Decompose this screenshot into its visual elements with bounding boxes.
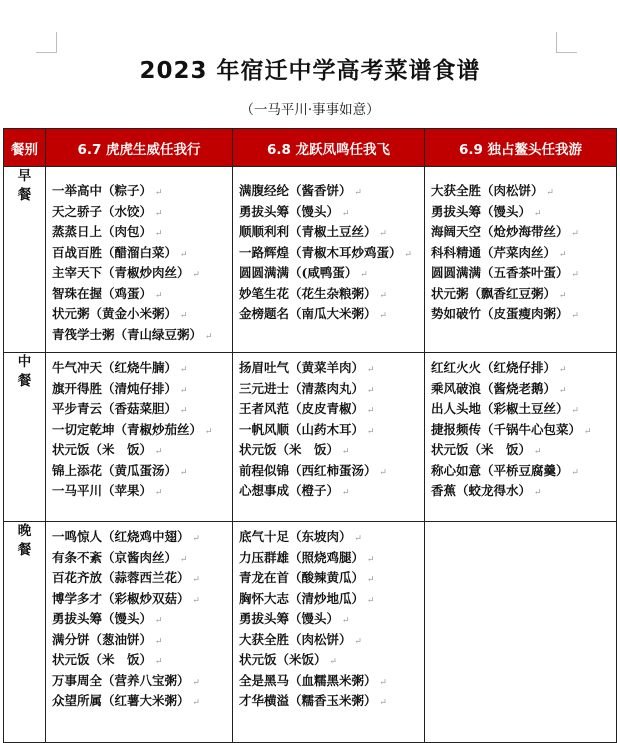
dinner-day3-cell xyxy=(425,522,617,743)
meal-char: 早 xyxy=(17,168,32,184)
dish-item: 天之骄子（水饺） ↵ xyxy=(52,203,232,224)
dish-item: 状元饭（米 饭） ↵ xyxy=(239,441,424,462)
dish-item: 旗开得胜（清炖仔排） ↵ xyxy=(52,380,232,401)
dinner-day1-cell xyxy=(46,522,233,743)
dish-list xyxy=(46,167,232,346)
document-title: 2023 年宿迁中学高考菜谱食谱 xyxy=(139,58,481,84)
dish-item: 一举高中（粽子） ↵ xyxy=(52,182,232,203)
meal-char: 餐 xyxy=(17,542,32,558)
dish-item: 称心如意（平桥豆腐羹） ↵ xyxy=(431,462,616,483)
dish-item: 一切定乾坤（青椒炒茄丝） ↵ xyxy=(52,421,232,442)
dish-item: 才华横溢（糯香玉米粥） ↵ xyxy=(239,692,424,713)
dish-item: 蒸蒸日上（肉包） ↵ xyxy=(52,223,232,244)
dish-item: 满分饼（葱油饼） ↵ xyxy=(52,631,232,652)
dish-item: 前程似锦（西红柿蛋汤） ↵ xyxy=(239,462,424,483)
dish-item: 勇拔头筹（馒头） ↵ xyxy=(431,203,616,224)
dish-item: 有条不紊（京酱肉丝） ↵ xyxy=(52,549,232,570)
dish-item: 海阔天空（炝炒海带丝） ↵ xyxy=(431,223,616,244)
dish-item: 红红火火（红烧仔排） ↵ xyxy=(431,359,616,380)
dish-item: 三元进士（清蒸肉丸） ↵ xyxy=(239,380,424,401)
header-row xyxy=(4,129,617,167)
dish-item: 大获全胜（肉松饼） ↵ xyxy=(431,182,616,203)
dish-item: 勇拔头筹（馒头） ↵ xyxy=(239,203,424,224)
dish-item: 全是黑马（血糯黑米粥） ↵ xyxy=(239,672,424,693)
meal-char: 餐 xyxy=(17,187,32,203)
dish-item: 一马平川（苹果） ↵ xyxy=(52,482,232,503)
dish-item: 一帆风顺（山药木耳） ↵ xyxy=(239,421,424,442)
dish-item: 勇拔头筹（馒头） ↵ xyxy=(52,610,232,631)
dish-item: 顺顺利利（青椒土豆丝） ↵ xyxy=(239,223,424,244)
dish-list xyxy=(425,353,616,503)
breakfast-day1-cell xyxy=(46,167,233,353)
meal-char: 晚 xyxy=(17,523,32,539)
dish-item: 状元饭（米 饭） ↵ xyxy=(431,441,616,462)
dish-item: 胸怀大志（清炒地瓜） ↵ xyxy=(239,590,424,611)
dish-item: 势如破竹（皮蛋瘦肉粥） ↵ xyxy=(431,305,616,326)
meal-char: 餐 xyxy=(17,373,32,389)
dish-item: 香蕉（蛟龙得水） ↵ xyxy=(431,482,616,503)
page-corner-mark-right xyxy=(556,32,577,53)
dish-list xyxy=(233,167,424,326)
dish-item: 一鸣惊人（红烧鸡中翅） ↵ xyxy=(52,528,232,549)
meal-label-breakfast xyxy=(4,167,46,353)
dish-item: 力压群雄（照烧鸡腿） ↵ xyxy=(239,549,424,570)
dish-item: 状元饭（米 饭） ↵ xyxy=(52,441,232,462)
breakfast-row xyxy=(4,167,617,353)
dish-item: 锦上添花（黄瓜蛋汤） ↵ xyxy=(52,462,232,483)
breakfast-day3-cell xyxy=(425,167,617,353)
dish-item: 心想事成（橙子） ↵ xyxy=(239,482,424,503)
dish-item: 乘风破浪（酱烧老鹅） ↵ xyxy=(431,380,616,401)
header-day2: 6.8 龙跃凤鸣任我飞 xyxy=(233,129,425,167)
dinner-row xyxy=(4,522,617,743)
dish-item: 状元粥（飘香红豆粥） ↵ xyxy=(431,285,616,306)
meal-label-dinner xyxy=(4,522,46,743)
dish-item: 百花齐放（蒜蓉西兰花） ↵ xyxy=(52,569,232,590)
header-day3: 6.9 独占鳌头任我游 xyxy=(425,129,617,167)
dinner-day2-cell xyxy=(233,522,425,743)
dish-item: 牛气冲天（红烧牛腩） ↵ xyxy=(52,359,232,380)
dish-item: 圆圆满满（五香茶叶蛋） ↵ xyxy=(431,264,616,285)
dish-list xyxy=(46,353,232,503)
dish-item: 青筏学士粥（青山绿豆粥） ↵ xyxy=(52,326,232,347)
dish-item: 捷报频传（千锅牛心包菜） ↵ xyxy=(431,421,616,442)
dish-item: 妙笔生花（花生杂粮粥） ↵ xyxy=(239,285,424,306)
dish-item: 大获全胜（肉松饼） ↵ xyxy=(239,631,424,652)
dish-item: 科科精通（芹菜肉丝） ↵ xyxy=(431,244,616,265)
lunch-row xyxy=(4,353,617,522)
lunch-day2-cell xyxy=(233,353,425,522)
dish-item: 众望所属（红薯大米粥） ↵ xyxy=(52,692,232,713)
page-corner-mark-left xyxy=(36,32,57,53)
meal-label-lunch xyxy=(4,353,46,522)
dish-list xyxy=(233,353,424,503)
header-day1: 6.7 虎虎生威任我行 xyxy=(46,129,233,167)
dish-item: 智珠在握（鸡蛋） ↵ xyxy=(52,285,232,306)
lunch-day1-cell xyxy=(46,353,233,522)
dish-item: 状元粥（黄金小米粥） ↵ xyxy=(52,305,232,326)
dish-item: 底气十足（东坡肉） ↵ xyxy=(239,528,424,549)
dish-item: 平步青云（香菇菜胆） ↵ xyxy=(52,400,232,421)
dish-item: 主宰天下（青椒炒肉丝） ↵ xyxy=(52,264,232,285)
document-subtitle: （一马平川·事事如意） xyxy=(240,102,380,118)
dish-item: 满腹经纶（酱香饼） ↵ xyxy=(239,182,424,203)
dish-list xyxy=(425,522,616,528)
dish-item: 状元饭（米饭） ↵ xyxy=(239,651,424,672)
dish-item: 万事周全（营养八宝粥） ↵ xyxy=(52,672,232,693)
dish-item: 扬眉吐气（黄菜羊肉） ↵ xyxy=(239,359,424,380)
dish-item: 百战百胜（醋溜白菜） ↵ xyxy=(52,244,232,265)
dish-item: 金榜题名（南瓜大米粥） ↵ xyxy=(239,305,424,326)
dish-list xyxy=(425,167,616,326)
breakfast-day2-cell xyxy=(233,167,425,353)
dish-item: 青龙在首（酸辣黄瓜） ↵ xyxy=(239,569,424,590)
dish-item: 王者风范（皮皮青椒） ↵ xyxy=(239,400,424,421)
menu-table xyxy=(3,128,617,743)
meal-char: 中 xyxy=(17,354,32,370)
dish-item: 勇拔头筹（馒头） ↵ xyxy=(239,610,424,631)
dish-list xyxy=(233,522,424,713)
dish-item: 出人头地（彩椒土豆丝） ↵ xyxy=(431,400,616,421)
dish-item: 一路辉煌（青椒木耳炒鸡蛋） ↵ xyxy=(239,244,424,265)
dish-item: 状元饭（米 饭） ↵ xyxy=(52,651,232,672)
header-meal: 餐别 xyxy=(4,129,46,167)
dish-item: 博学多才（彩椒炒双菇） ↵ xyxy=(52,590,232,611)
dish-item: 圆圆满满（(咸鸭蛋） ↵ xyxy=(239,264,424,285)
lunch-day3-cell xyxy=(425,353,617,522)
dish-list xyxy=(46,522,232,713)
